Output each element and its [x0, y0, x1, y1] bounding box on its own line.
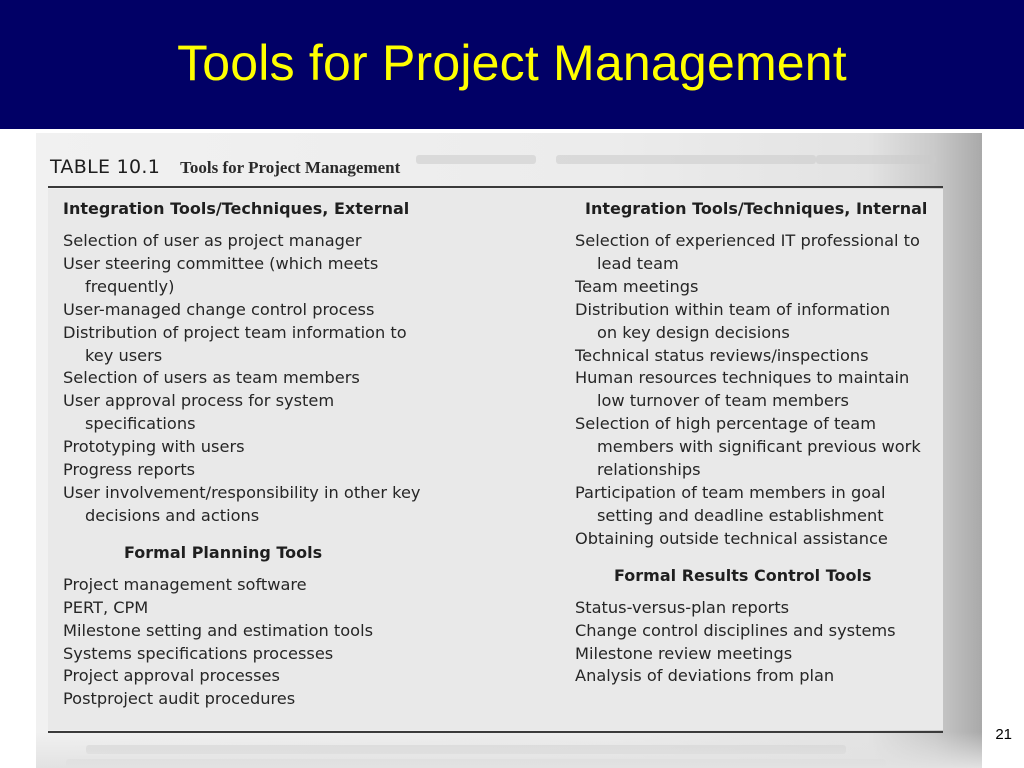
- scanned-table-image: [36, 133, 982, 768]
- list-item: Project management software: [63, 574, 307, 594]
- list-item: Distribution within team of information on key design decisions: [575, 299, 891, 342]
- list-item: Progress reports: [63, 460, 196, 480]
- section-heading-formal-results-control: Formal Results Control Tools: [614, 565, 872, 585]
- table-caption-title: Tools for Project Management: [180, 158, 401, 177]
- list-item: Postproject audit procedures: [63, 689, 296, 709]
- list-item: Milestone review meetings: [575, 643, 793, 663]
- right-column: [575, 197, 945, 688]
- list-item: Obtaining outside technical assistance: [575, 528, 888, 548]
- list-item: Participation of team members in goal setting and deadline establishment: [575, 482, 886, 525]
- list-item: User approval process for system specifications: [63, 391, 335, 434]
- list-item: Analysis of deviations from plan: [575, 666, 835, 686]
- page-number: 21: [995, 726, 1012, 743]
- title-bar: [0, 0, 1024, 129]
- list-item: Selection of high percentage of team members with significant previous work relationships: [575, 414, 921, 480]
- list-formal-results-control: [575, 597, 945, 689]
- list-item: Milestone setting and estimation tools: [63, 620, 373, 640]
- list-item: Selection of user as project manager: [63, 231, 362, 250]
- section-heading-integration-internal: Integration Tools/Techniques, Internal: [585, 199, 928, 218]
- list-item: Change control disciplines and systems: [575, 620, 896, 640]
- bleed-through-line: [556, 155, 816, 164]
- list-formal-planning: [63, 574, 483, 711]
- list-item: PERT, CPM: [63, 597, 149, 617]
- list-item: Distribution of project team information to key users: [63, 322, 407, 365]
- list-item: Systems specifications processes: [63, 643, 334, 663]
- table-label: TABLE 10.1: [50, 156, 161, 178]
- table-top-rule: [48, 186, 943, 188]
- list-item: User involvement/responsibility in other key decisions and actions: [63, 482, 421, 525]
- list-item: Project approval processes: [63, 666, 280, 686]
- bleed-through-line: [416, 155, 536, 164]
- list-item: Selection of users as team members: [63, 368, 360, 388]
- list-integration-internal: [575, 230, 945, 551]
- section-heading-formal-planning: Formal Planning Tools: [124, 542, 323, 562]
- list-item: Technical status reviews/inspections: [575, 345, 869, 365]
- table-caption: [50, 156, 400, 178]
- list-item: Selection of experienced IT professional to lead team: [575, 231, 920, 273]
- list-item: User steering committee (which meets frequently): [63, 253, 379, 296]
- bleed-through-line: [816, 155, 936, 164]
- section-heading-integration-external: Integration Tools/Techniques, External: [63, 199, 410, 218]
- left-column: [63, 197, 483, 711]
- list-item: Human resources techniques to maintain low turnover of team members: [575, 368, 910, 411]
- list-item: Status-versus-plan reports: [575, 597, 790, 617]
- list-integration-external: [63, 230, 483, 528]
- list-item: Team meetings: [575, 276, 699, 296]
- list-item: User-managed change control process: [63, 299, 375, 319]
- slide-title: Tools for Project Management: [177, 34, 847, 91]
- list-item: Prototyping with users: [63, 437, 245, 457]
